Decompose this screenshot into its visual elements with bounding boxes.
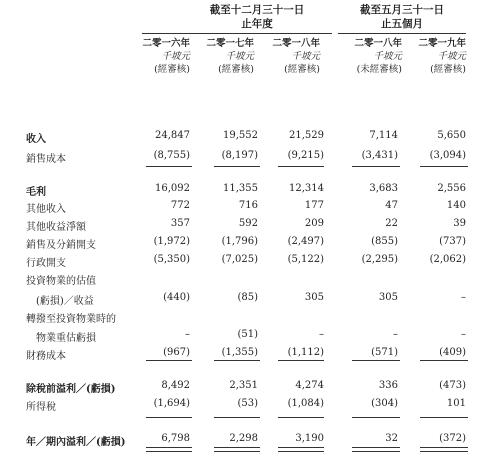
interim-period-header: 截至五月三十一日 [360, 4, 444, 16]
row-value: (1,694) [153, 398, 190, 409]
column-year: 二零一八年 [272, 38, 320, 49]
total-double-rule [278, 447, 324, 452]
table-row [0, 380, 480, 394]
table-row [0, 218, 480, 232]
subtotal-rule [146, 417, 192, 418]
row-value: 6,798 [161, 433, 190, 444]
row-value: (8,755) [153, 150, 190, 161]
row-value: (3,431) [361, 150, 398, 161]
subtotal-rule [146, 360, 192, 361]
row-value: 305 [378, 292, 398, 303]
row-label: 銷售成本 [26, 154, 66, 165]
table-row [0, 200, 480, 214]
row-value: 2,351 [229, 380, 258, 391]
row-value: 32 [385, 433, 398, 444]
column-audit-status: (經審核) [154, 64, 190, 75]
table-row [0, 329, 480, 343]
row-value: 8,492 [161, 380, 190, 391]
row-value: (1,112) [287, 347, 324, 358]
subtotal-rule [352, 417, 400, 418]
table-row [0, 347, 480, 361]
row-value: (3,094) [429, 150, 466, 161]
row-label: 所得稅 [26, 402, 56, 413]
row-value: 16,092 [155, 183, 190, 194]
row-value: (2,497) [287, 236, 324, 247]
row-label: 其他收益淨額 [26, 222, 86, 233]
column-unit: 千坡元 [161, 51, 190, 62]
row-value: – [185, 329, 190, 340]
row-value: 22 [385, 218, 398, 229]
row-value: (1,796) [221, 236, 258, 247]
row-value: 305 [304, 292, 324, 303]
row-value: (473) [439, 380, 466, 391]
row-value: 24,847 [155, 130, 190, 141]
row-value: 4,274 [295, 380, 324, 391]
column-header-2017 [196, 37, 254, 76]
row-value: (1,084) [287, 398, 324, 409]
annual-period-subheader: 止年度 [241, 18, 273, 30]
row-value: 19,552 [223, 130, 258, 141]
column-unit: 千坡元 [437, 51, 466, 62]
column-year: 二零一七年 [206, 38, 254, 49]
subtotal-rule [278, 360, 324, 361]
row-value: – [319, 329, 324, 340]
column-audit-status: (未經審核) [356, 64, 402, 75]
total-double-rule [352, 447, 400, 452]
row-value: (440) [163, 292, 190, 303]
row-value: 177 [304, 200, 324, 211]
column-unit: 千坡元 [291, 51, 320, 62]
subtotal-rule [278, 417, 324, 418]
annual-period-header: 截至十二月三十一日 [209, 4, 305, 16]
total-double-rule [146, 447, 192, 452]
row-value: (85) [237, 292, 258, 303]
row-value: 357 [170, 218, 190, 229]
row-value: 140 [446, 200, 466, 211]
subtotal-rule [420, 417, 468, 418]
row-label: 除稅前溢利／(虧損) [26, 384, 116, 395]
row-label: 財務成本 [26, 351, 66, 362]
column-header-2018 [262, 37, 320, 76]
row-value: (5,122) [287, 254, 324, 265]
row-value: 716 [238, 200, 258, 211]
row-value: 592 [238, 218, 258, 229]
row-value: 2,556 [437, 183, 466, 194]
column-audit-status: (經審核) [284, 64, 320, 75]
row-value: (53) [237, 398, 258, 409]
row-value: 5,650 [437, 130, 466, 141]
row-value: 209 [304, 218, 324, 229]
row-value: 11,355 [223, 183, 258, 194]
column-unit: 千坡元 [373, 51, 402, 62]
subtotal-rule [214, 360, 260, 361]
row-value: – [461, 292, 466, 303]
table-row [0, 310, 480, 324]
row-value: 2,298 [229, 433, 258, 444]
interim-group-rule [338, 33, 466, 34]
table-row [0, 433, 480, 447]
subtotal-rule [420, 360, 468, 361]
row-value: (409) [439, 347, 466, 358]
row-value: (304) [371, 398, 398, 409]
column-header-2018-interim [338, 37, 402, 76]
row-label: 轉撥至投資物業時的 [26, 314, 116, 325]
row-value: 21,529 [289, 130, 324, 141]
row-value: (2,062) [429, 254, 466, 265]
column-year: 二零一九年 [418, 38, 466, 49]
subtotal-rule [214, 417, 260, 418]
row-value: – [461, 329, 466, 340]
row-value: (8,197) [221, 150, 258, 161]
row-value: 336 [378, 380, 398, 391]
table-row [0, 292, 480, 306]
row-label: 毛利 [26, 187, 46, 198]
row-value: (1,355) [221, 347, 258, 358]
row-label: 收入 [26, 134, 46, 145]
total-double-rule [214, 447, 260, 452]
table-row [0, 254, 480, 268]
column-year: 二零一八年 [354, 38, 402, 49]
interim-period-subheader: 止五個月 [381, 18, 423, 30]
subtotal-rule [278, 166, 324, 167]
column-audit-status: (經審核) [430, 64, 466, 75]
row-label: 年／期內溢利／(虧損) [26, 437, 126, 448]
table-row [0, 150, 480, 164]
row-label: 投資物業的估值 [26, 276, 96, 287]
column-unit: 千坡元 [225, 51, 254, 62]
row-value: (1,972) [153, 236, 190, 247]
row-value: (855) [371, 236, 398, 247]
column-header-2016 [132, 37, 190, 76]
row-value: 101 [446, 398, 466, 409]
subtotal-rule [420, 166, 468, 167]
row-label: (虧損)／收益 [36, 296, 94, 307]
subtotal-rule [352, 360, 400, 361]
row-value: (7,025) [221, 254, 258, 265]
row-label: 物業重估虧損 [36, 333, 96, 344]
subtotal-rule [352, 166, 400, 167]
table-row [0, 236, 480, 250]
annual-group-rule [142, 33, 332, 34]
row-value: 39 [453, 218, 466, 229]
row-value: 12,314 [289, 183, 324, 194]
row-value: 3,190 [295, 433, 324, 444]
row-value: (967) [163, 347, 190, 358]
total-double-rule [420, 447, 468, 452]
row-value: (51) [237, 329, 258, 340]
row-value: (372) [439, 433, 466, 444]
table-row [0, 272, 480, 286]
row-label: 銷售及分銷開支 [26, 240, 96, 251]
row-label: 行政開支 [26, 258, 66, 269]
row-value: (2,295) [361, 254, 398, 265]
column-header-2019-interim [408, 37, 466, 76]
row-value: 47 [385, 200, 398, 211]
table-row [0, 398, 480, 412]
row-value: 7,114 [369, 130, 398, 141]
row-label: 其他收入 [26, 204, 66, 215]
table-row [0, 130, 480, 144]
row-value: (737) [439, 236, 466, 247]
row-value: (5,350) [153, 254, 190, 265]
row-value: (9,215) [287, 150, 324, 161]
row-value: – [393, 329, 398, 340]
subtotal-rule [214, 166, 260, 167]
row-value: (571) [371, 347, 398, 358]
column-year: 二零一六年 [142, 38, 190, 49]
row-value: 3,683 [369, 183, 398, 194]
subtotal-rule [146, 166, 192, 167]
column-audit-status: (經審核) [218, 64, 254, 75]
table-row [0, 183, 480, 197]
row-value: 772 [170, 200, 190, 211]
